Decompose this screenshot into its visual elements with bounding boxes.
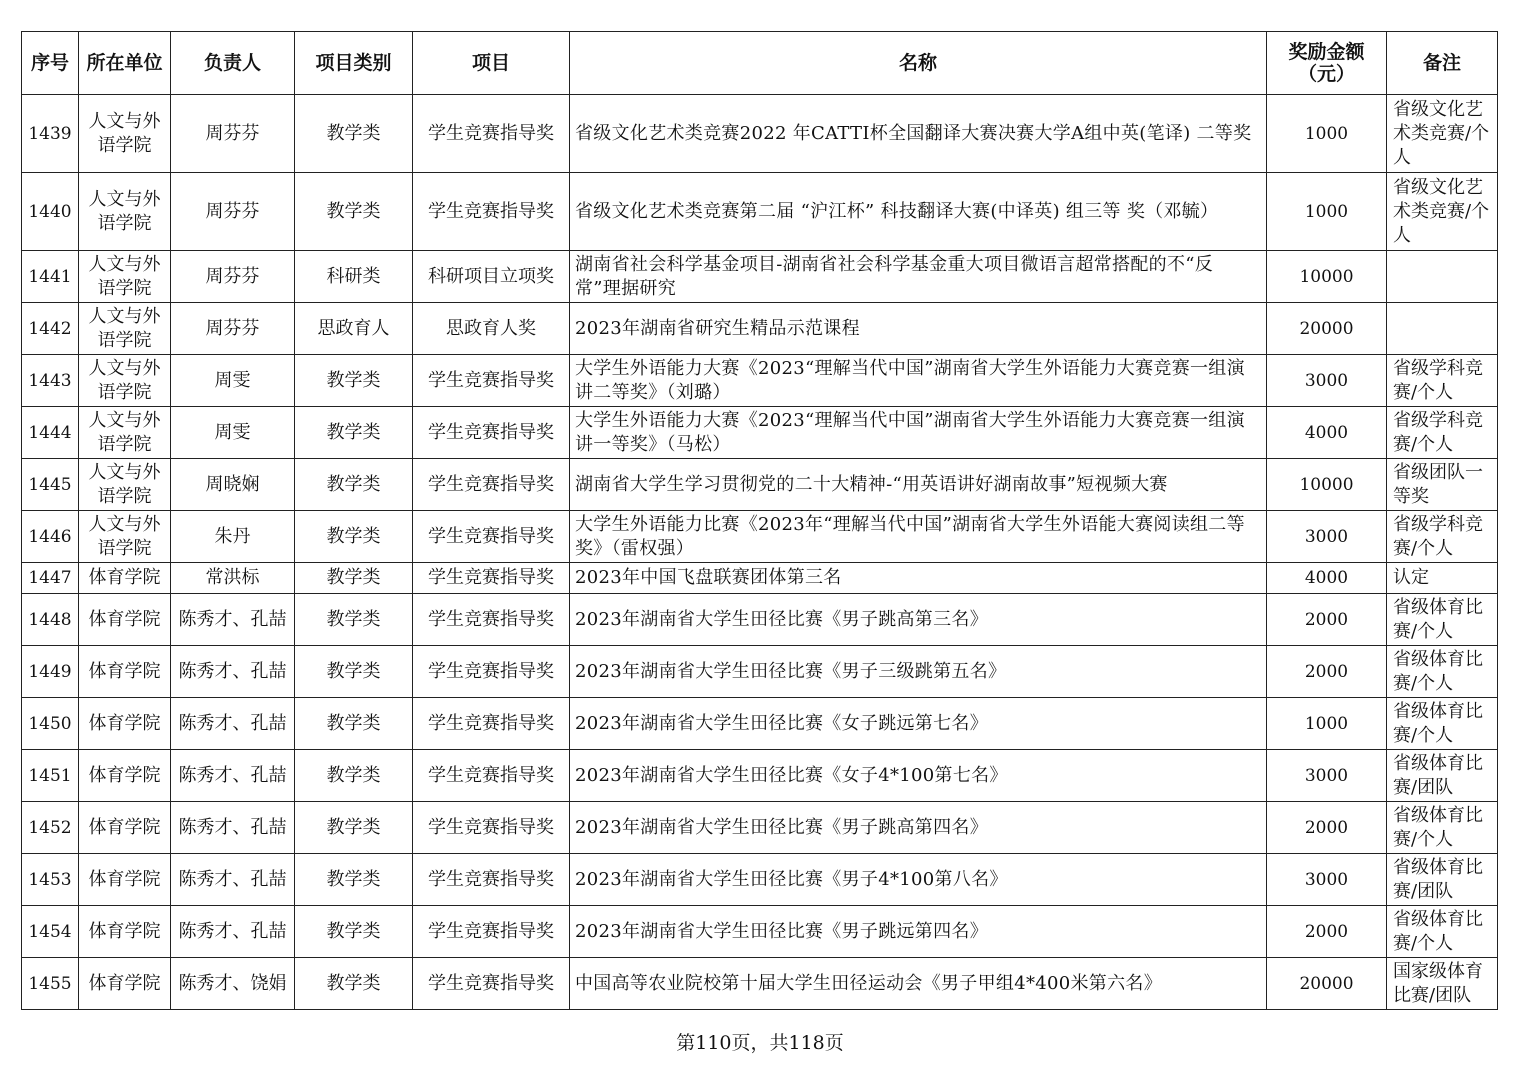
cell-person: 陈秀才、孔喆 [171,750,295,802]
cell-person: 陈秀才、孔喆 [171,854,295,906]
cell-unit: 人文与外语学院 [79,173,171,251]
cell-unit: 人文与外语学院 [79,459,171,511]
cell-person: 陈秀才、孔喆 [171,594,295,646]
cell-category: 教学类 [295,459,413,511]
cell-category: 教学类 [295,646,413,698]
cell-person: 陈秀才、孔喆 [171,906,295,958]
cell-category: 教学类 [295,906,413,958]
table-row [22,906,1498,958]
cell-amount: 1000 [1267,173,1387,251]
cell-project: 科研项目立项奖 [413,251,570,303]
cell-amount: 20000 [1267,303,1387,355]
cell-amount: 3000 [1267,750,1387,802]
cell-person: 陈秀才、饶娟 [171,958,295,1010]
cell-amount: 3000 [1267,854,1387,906]
cell-category: 教学类 [295,802,413,854]
cell-project: 学生竞赛指导奖 [413,750,570,802]
table-row [22,355,1498,407]
cell-category: 科研类 [295,251,413,303]
cell-project: 学生竞赛指导奖 [413,355,570,407]
table-row [22,646,1498,698]
header-category: 项目类别 [295,32,413,95]
table-row [22,459,1498,511]
cell-note: 省级文化艺术类竞赛/个人 [1387,95,1498,173]
cell-unit: 人文与外语学院 [79,407,171,459]
cell-name: 2023年湖南省大学生田径比赛《男子跳高第四名》 [570,802,1267,854]
cell-note: 省级体育比赛/个人 [1387,906,1498,958]
cell-person: 陈秀才、孔喆 [171,698,295,750]
cell-note: 国家级体育比赛/团队 [1387,958,1498,1010]
cell-amount: 10000 [1267,459,1387,511]
cell-note: 省级体育比赛/团队 [1387,750,1498,802]
table-header-row [22,32,1498,95]
header-id: 序号 [22,32,79,95]
cell-category: 教学类 [295,95,413,173]
table-row [22,303,1498,355]
cell-note: 省级文化艺术类竞赛/个人 [1387,173,1498,251]
cell-category: 教学类 [295,698,413,750]
table-row [22,407,1498,459]
cell-project: 学生竞赛指导奖 [413,646,570,698]
table-row [22,251,1498,303]
cell-id: 1450 [22,698,79,750]
cell-category: 教学类 [295,594,413,646]
cell-category: 思政育人 [295,303,413,355]
cell-category: 教学类 [295,173,413,251]
page-number: 第110页，共118页 [676,1032,844,1054]
cell-person: 周芬芬 [171,251,295,303]
cell-unit: 体育学院 [79,854,171,906]
cell-note: 省级体育比赛/个人 [1387,594,1498,646]
cell-name: 湖南省社会科学基金项目-湖南省社会科学基金重大项目微语言超常搭配的不“反常”理据研究 [570,251,1267,303]
cell-name: 湖南省大学生学习贯彻党的二十大精神-“用英语讲好湖南故事”短视频大赛 [570,459,1267,511]
cell-id: 1439 [22,95,79,173]
header-note: 备注 [1387,32,1498,95]
cell-amount: 2000 [1267,594,1387,646]
header-project: 项目 [413,32,570,95]
cell-unit: 体育学院 [79,594,171,646]
cell-project: 学生竞赛指导奖 [413,958,570,1010]
cell-person: 周芬芬 [171,303,295,355]
cell-person: 周晓娴 [171,459,295,511]
cell-note: 省级体育比赛/个人 [1387,698,1498,750]
cell-project: 学生竞赛指导奖 [413,854,570,906]
cell-project: 学生竞赛指导奖 [413,459,570,511]
cell-name: 2023年湖南省大学生田径比赛《男子三级跳第五名》 [570,646,1267,698]
cell-name: 2023年湖南省研究生精品示范课程 [570,303,1267,355]
cell-category: 教学类 [295,958,413,1010]
table-row [22,594,1498,646]
cell-project: 学生竞赛指导奖 [413,802,570,854]
cell-project: 学生竞赛指导奖 [413,594,570,646]
cell-unit: 人文与外语学院 [79,511,171,563]
cell-id: 1444 [22,407,79,459]
cell-unit: 体育学院 [79,698,171,750]
table-body [22,95,1498,1010]
cell-id: 1448 [22,594,79,646]
cell-unit: 人文与外语学院 [79,355,171,407]
cell-unit: 体育学院 [79,958,171,1010]
cell-project: 学生竞赛指导奖 [413,407,570,459]
cell-id: 1446 [22,511,79,563]
cell-person: 周雯 [171,407,295,459]
cell-amount: 20000 [1267,958,1387,1010]
cell-id: 1454 [22,906,79,958]
cell-amount: 1000 [1267,95,1387,173]
cell-unit: 体育学院 [79,906,171,958]
cell-amount: 3000 [1267,511,1387,563]
cell-unit: 体育学院 [79,563,171,594]
cell-unit: 体育学院 [79,646,171,698]
cell-amount: 2000 [1267,802,1387,854]
cell-name: 大学生外语能力比赛《2023年“理解当代中国”湖南省大学生外语能大赛阅读组二等奖》（雷权强） [570,511,1267,563]
table-row [22,854,1498,906]
cell-id: 1451 [22,750,79,802]
cell-category: 教学类 [295,511,413,563]
cell-amount: 4000 [1267,563,1387,594]
cell-name: 2023年湖南省大学生田径比赛《男子4*100第八名》 [570,854,1267,906]
cell-project: 学生竞赛指导奖 [413,95,570,173]
cell-category: 教学类 [295,750,413,802]
cell-note: 认定 [1387,563,1498,594]
cell-project: 学生竞赛指导奖 [413,173,570,251]
cell-name: 省级文化艺术类竞赛第二届 “沪江杯” 科技翻译大赛(中译英) 组三等 奖（邓毓） [570,173,1267,251]
cell-amount: 3000 [1267,355,1387,407]
table-row [22,802,1498,854]
cell-person: 陈秀才、孔喆 [171,802,295,854]
cell-id: 1455 [22,958,79,1010]
cell-name: 2023年湖南省大学生田径比赛《女子4*100第七名》 [570,750,1267,802]
cell-id: 1440 [22,173,79,251]
cell-amount: 1000 [1267,698,1387,750]
table-row [22,173,1498,251]
cell-project: 学生竞赛指导奖 [413,511,570,563]
cell-id: 1443 [22,355,79,407]
cell-id: 1445 [22,459,79,511]
cell-category: 教学类 [295,854,413,906]
cell-category: 教学类 [295,563,413,594]
cell-note: 省级体育比赛/个人 [1387,646,1498,698]
header-unit: 所在单位 [79,32,171,95]
cell-note: 省级学科竞赛/个人 [1387,511,1498,563]
cell-unit: 人文与外语学院 [79,95,171,173]
cell-note: 省级体育比赛/个人 [1387,802,1498,854]
table-row [22,563,1498,594]
cell-unit: 体育学院 [79,802,171,854]
cell-note: 省级体育比赛/团队 [1387,854,1498,906]
cell-id: 1447 [22,563,79,594]
cell-unit: 体育学院 [79,750,171,802]
cell-category: 教学类 [295,407,413,459]
cell-name: 省级文化艺术类竞赛2022 年CATTI杯全国翻译大赛决赛大学A组中英(笔译) 二等奖 [570,95,1267,173]
cell-note: 省级团队一等奖 [1387,459,1498,511]
cell-note: 省级学科竞赛/个人 [1387,355,1498,407]
table-row [22,698,1498,750]
header-person: 负责人 [171,32,295,95]
cell-name: 2023年中国飞盘联赛团体第三名 [570,563,1267,594]
cell-person: 朱丹 [171,511,295,563]
header-amount: 奖励金额 （元） [1267,32,1387,95]
cell-note: 省级学科竞赛/个人 [1387,407,1498,459]
table-row [22,750,1498,802]
cell-name: 大学生外语能力大赛《2023“理解当代中国”湖南省大学生外语能力大赛竞赛一组演讲二等奖》（刘璐） [570,355,1267,407]
cell-id: 1442 [22,303,79,355]
award-table [21,31,1498,1010]
cell-id: 1452 [22,802,79,854]
cell-project: 学生竞赛指导奖 [413,906,570,958]
cell-amount: 2000 [1267,906,1387,958]
cell-amount: 4000 [1267,407,1387,459]
cell-id: 1453 [22,854,79,906]
cell-name: 2023年湖南省大学生田径比赛《女子跳远第七名》 [570,698,1267,750]
cell-id: 1449 [22,646,79,698]
cell-note [1387,303,1498,355]
cell-category: 教学类 [295,355,413,407]
cell-project: 思政育人奖 [413,303,570,355]
cell-project: 学生竞赛指导奖 [413,698,570,750]
header-name: 名称 [570,32,1267,95]
cell-unit: 人文与外语学院 [79,251,171,303]
table-row [22,95,1498,173]
table-row [22,958,1498,1010]
cell-person: 周芬芬 [171,95,295,173]
cell-name: 2023年湖南省大学生田径比赛《男子跳远第四名》 [570,906,1267,958]
cell-id: 1441 [22,251,79,303]
cell-name: 大学生外语能力大赛《2023“理解当代中国”湖南省大学生外语能力大赛竞赛一组演讲一等奖》（马松） [570,407,1267,459]
cell-person: 周芬芬 [171,173,295,251]
cell-person: 周雯 [171,355,295,407]
cell-amount: 10000 [1267,251,1387,303]
cell-note [1387,251,1498,303]
cell-person: 陈秀才、孔喆 [171,646,295,698]
cell-person: 常洪标 [171,563,295,594]
cell-unit: 人文与外语学院 [79,303,171,355]
cell-amount: 2000 [1267,646,1387,698]
cell-project: 学生竞赛指导奖 [413,563,570,594]
document-page [21,31,1497,1010]
cell-name: 2023年湖南省大学生田径比赛《男子跳高第三名》 [570,594,1267,646]
table-row [22,511,1498,563]
cell-name: 中国高等农业院校第十届大学生田径运动会《男子甲组4*400米第六名》 [570,958,1267,1010]
